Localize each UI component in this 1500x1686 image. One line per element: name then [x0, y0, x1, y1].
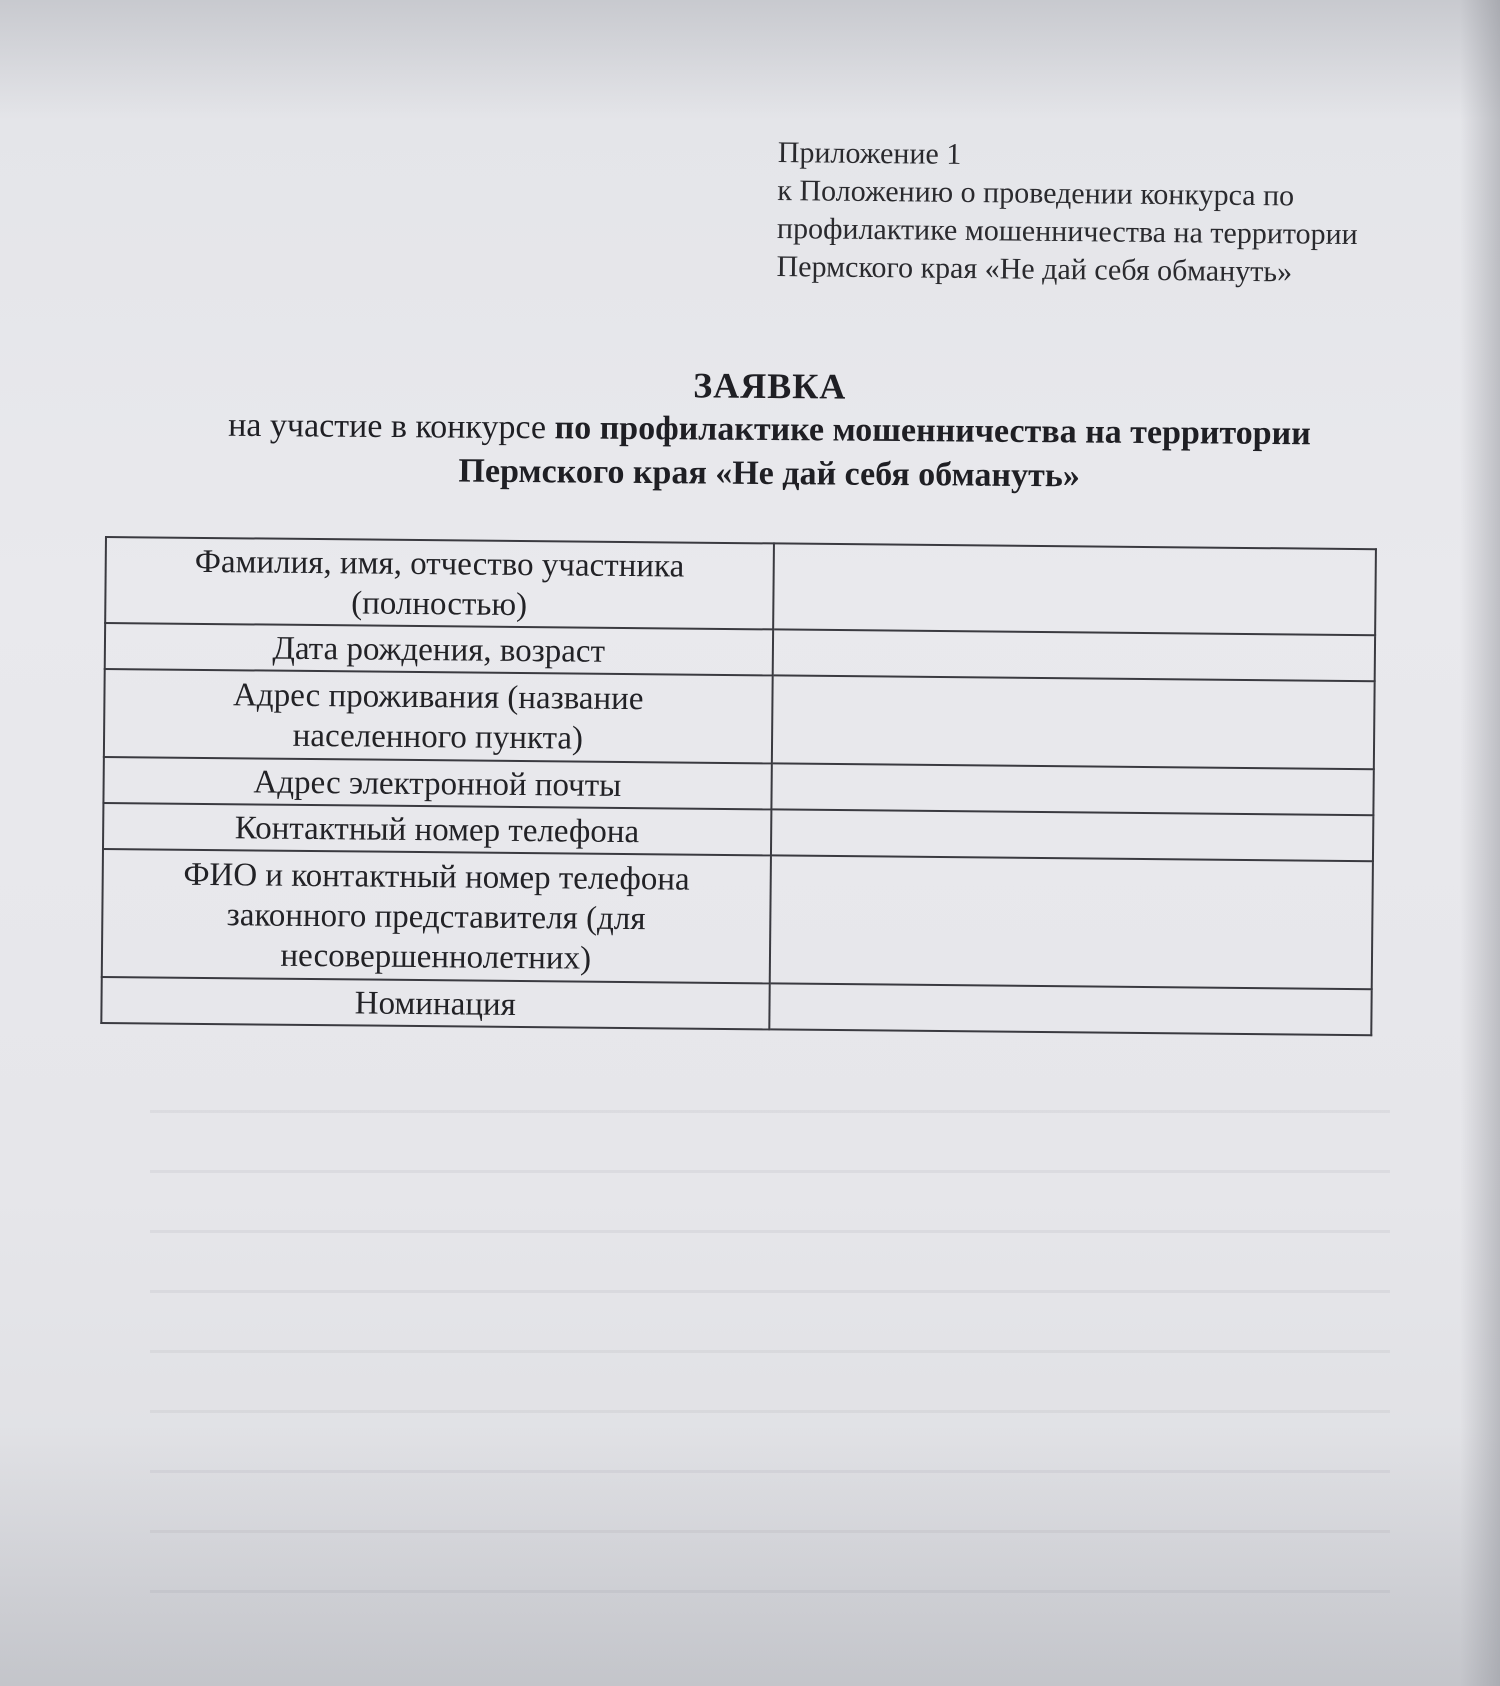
form-label-line: Номинация	[354, 985, 517, 1023]
form-value-field[interactable]	[772, 629, 1375, 681]
form-value-field[interactable]	[771, 763, 1374, 815]
form-label-line: законного представителя (для	[226, 897, 646, 938]
form-label-line: населенного пункта)	[292, 717, 584, 757]
form-value-field[interactable]	[769, 855, 1373, 989]
bleed-through-line	[150, 1290, 1390, 1293]
form-label	[105, 537, 773, 629]
appendix-line: Приложение 1	[777, 135, 962, 171]
form-label-line: Фамилия, имя, отчество участника	[194, 543, 685, 585]
document-title: ЗАЯВКА	[693, 365, 847, 407]
heading-regular-text: на участие в конкурсе	[228, 406, 555, 447]
bleed-through-line	[150, 1350, 1390, 1353]
form-label-line: (полностью)	[351, 585, 528, 624]
form-label-line: несовершеннолетних)	[280, 937, 592, 977]
form-row-full-name	[105, 537, 1376, 635]
form-label	[104, 669, 772, 763]
form-value-field[interactable]	[773, 543, 1376, 635]
form-row-address	[104, 669, 1375, 769]
form-label	[102, 849, 771, 983]
bleed-through-line	[150, 1110, 1390, 1113]
form-value-field[interactable]	[771, 809, 1374, 861]
page-shadow-bottom	[0, 1426, 1500, 1686]
appendix-line: к Положению о проведении конкурса по	[777, 173, 1295, 213]
form-label	[101, 977, 769, 1029]
heading-bold-text: по профилактике мошенничества на территории	[554, 409, 1311, 453]
form-label-line: Дата рождения, возраст	[272, 630, 606, 670]
bleed-through-line	[150, 1230, 1390, 1233]
page-shadow-top	[0, 0, 1500, 120]
form-label-line: Адрес электронной почты	[253, 764, 622, 804]
form-label	[103, 757, 771, 809]
form-value-field[interactable]	[771, 675, 1374, 769]
bleed-through-line	[150, 1530, 1390, 1533]
appendix-line: профилактике мошенничества на территории	[776, 211, 1358, 252]
appendix-note	[776, 134, 1388, 292]
form-label-line: ФИО и контактный номер телефона	[183, 856, 690, 898]
form-label-line: Адрес проживания (название	[232, 677, 644, 718]
form-label-line: Контактный номер телефона	[234, 810, 640, 851]
form-row-guardian	[102, 849, 1373, 989]
appendix-line: Пермского края «Не дай себя обмануть»	[776, 249, 1293, 289]
bleed-through-line	[150, 1590, 1390, 1593]
document-heading	[149, 359, 1390, 501]
form-label	[105, 623, 773, 675]
application-form-table	[100, 536, 1377, 1036]
bleed-through-line	[150, 1410, 1390, 1413]
heading-line: Пермского края «Не дай себя обмануть»	[458, 452, 1080, 495]
form-label	[103, 803, 771, 855]
bleed-through-line	[150, 1170, 1390, 1173]
form-value-field[interactable]	[769, 983, 1372, 1035]
bleed-through-line	[150, 1470, 1390, 1473]
